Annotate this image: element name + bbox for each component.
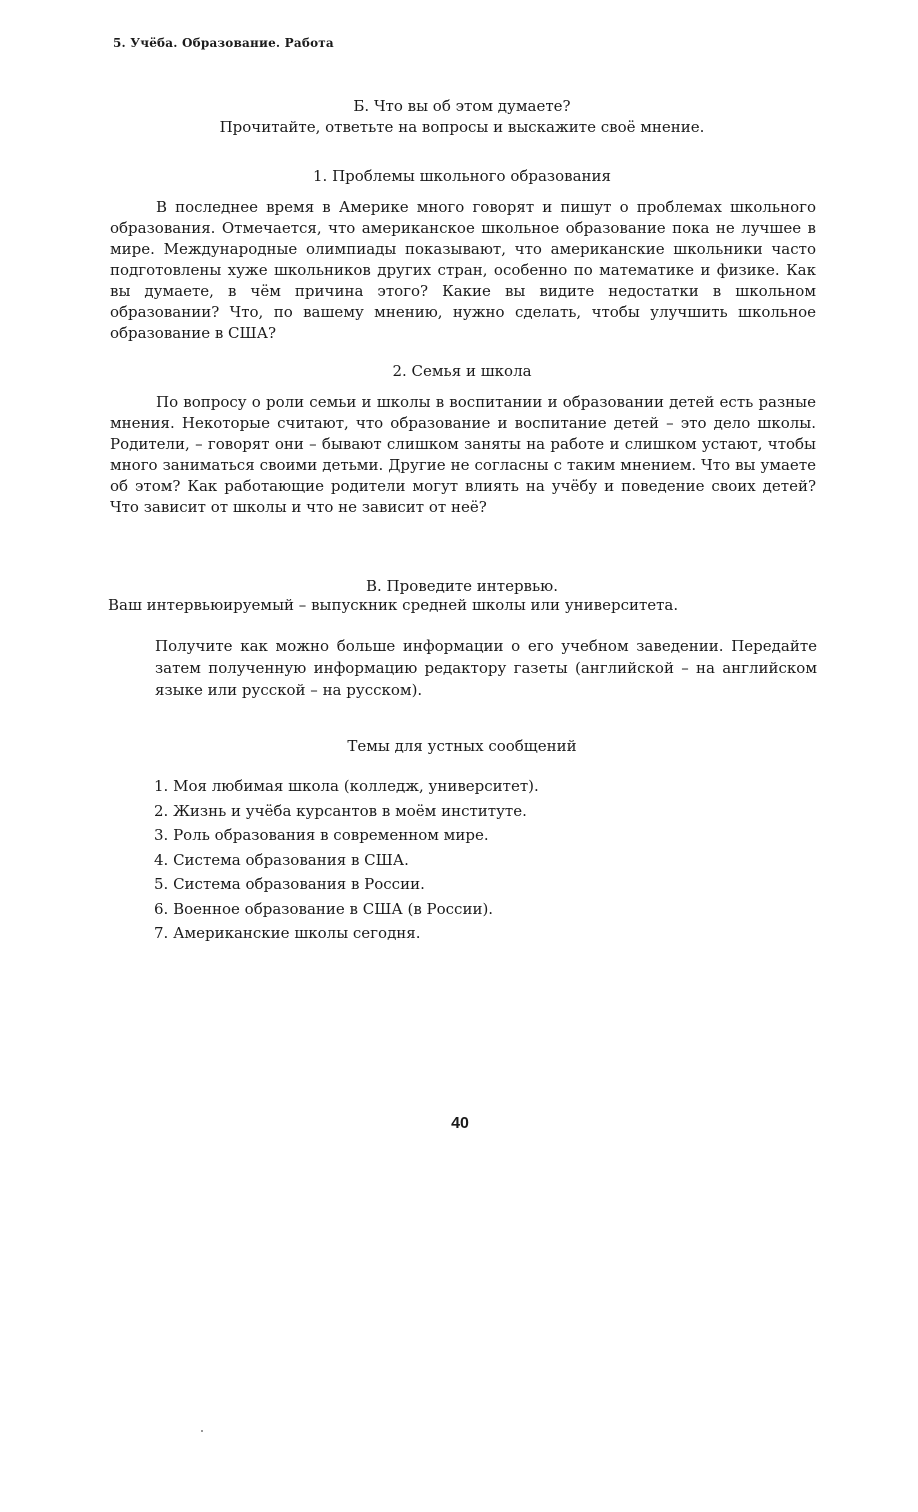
section-b-title: Б. Что вы об этом думаете? — [353, 97, 571, 115]
topic-item: 4. Система образования в США. — [154, 850, 409, 869]
topic-item: 6. Военное образование в США (в России). — [154, 899, 494, 918]
topic-item: 5. Система образования в России. — [154, 875, 425, 893]
scan-speck — [201, 1430, 203, 1432]
running-head: 5. Учёба. Образование. Работа — [113, 36, 334, 50]
topic-item: 2. Жизнь и учёба курсантов в моём институте. — [154, 801, 527, 820]
problem1-heading: 1. Проблемы школьного образования — [312, 167, 611, 185]
problem2-text: По вопросу о роли семьи и школы в воспитании и образовании детей есть разные мнения. Некоторые считают, что образование и воспитание детей – это дело школы. Родители, – говорят они – бывают слишком заняты на работе и слишком устают, чтобы много заниматься своими детьми. Другие не согласны с таким мнением. Что вы умаете об этом? Как работающие родители могут влиять на учёбу и поведение своих детей? Что зависит от школы и что не зависит от неё? — [110, 393, 816, 516]
topic-item: 3. Роль образования в современном мире. — [154, 826, 489, 844]
section-b-subtitle: Прочитайте, ответьте на вопросы и выскажите своё мнение. — [219, 118, 705, 136]
problem1-text: В последнее время в Америке много говорят и пишут о проблемах школьного образования. Отмечается, что американское школьное образование пока не лучшее в мире. Международные олимпиады показывают, что американские школьники часто подготовлены хуже школьников других стран, особенно по математике и физике. Как вы думаете, в чём причина этого? Какие вы видите недостатки в школьном образовании? Что, по вашему мнению, нужно сделать, чтобы улучшить школьное образование в США? — [110, 198, 816, 342]
topics-heading: Темы для устных сообщений — [347, 737, 577, 755]
interview-instructions: Получите как можно больше информации о его учебном заведении. Передайте затем полученную информацию редактору газеты (английской – на английском языке или русской – на русском). — [155, 637, 817, 699]
topics-list — [154, 774, 539, 946]
topic-item: 1. Моя любимая школа (колледж, университет). — [154, 777, 539, 795]
section-v-title: В. Проведите интервью. — [366, 577, 558, 595]
section-v-subtitle: Ваш интервьюируемый – выпускник средней школы или университета. — [108, 596, 679, 614]
problem2-heading: 2. Семья и школа — [392, 362, 532, 380]
topic-item: 7. Американские школы сегодня. — [154, 924, 421, 942]
page-number: 40 — [451, 1115, 469, 1132]
